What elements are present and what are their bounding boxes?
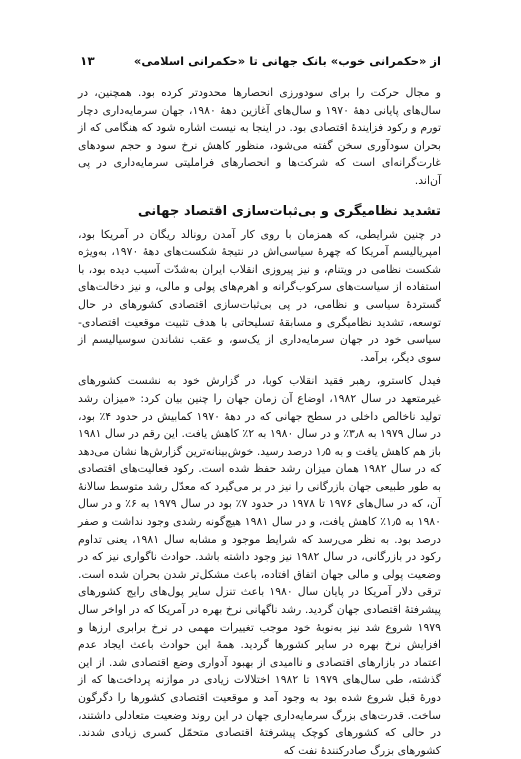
section-heading: تشدید نظامیگری و بی‌ثبات‌سازی اقتصاد جهانی [137, 203, 441, 219]
body-paragraph: در چنین شرایطی، که همزمان با روی کار آمدن رونالد ریگان در آمریکا بود، امپریالیسم آمریکا که چهرهٔ سیاسی‌اش در نتیجهٔ شکست‌های دههٔ ۱۹۷۰، به‌ویژه شکست نظامی در ویتنام، و نیز پیروزی انقلاب ایران به‌شدّت آسیب دیده بود، با استفاده از سیاست‌های سرکوب‌گرانه و اهرم‌های پولی و مالی، و نیز دخالت‌های گستردهٔ سیاسی و نظامی، در پی بی‌ثبات‌سازی اقتصادی کشورهای در حال توسعه، تشدید نظامیگری و مسابقهٔ تسلیحاتی با هدف تثبیت موقعیت اقتصادی-سیاسی خود در جهان سرمایه‌داری از یک‌سو، و عقب نشاندن سوسیالیسم از سوی دیگر، برآمد. [78, 227, 441, 364]
body-paragraph: و مجال حرکت را برای سودورزی انحصارها محدودتر کرده بود. همچنین، در سال‌های پایانی دههٔ ۱۹۷۰ و سال‌های آغازین دههٔ ۱۹۸۰، جهان سرمایه‌داری دچار تورم و رکود فزایندهٔ اقتصادی بود. در اینجا به نیست اشاره شود که هنگامی که از بحران سودآوری سخن گفته می‌شود، منظور کاهش نرخ سود و حجم سودهای غارت‌گرانه‌ای است که شرکت‌ها و انحصارهای فراملیتی سرمایه‌داری در پی آن‌اند. [78, 86, 441, 187]
page-header [80, 50, 441, 72]
body-paragraph: فیدل کاسترو، رهبر فقید انقلاب کوبا، در گزارش خود به نشست کشورهای غیرمتعهد در سال ۱۹۸۲، اوضاع آن زمان جهان را چنین بیان کرد: «میزان رشد تولید ناخالص داخلی در سطح جهانی که در دههٔ ۱۹۷۰ کمابیش در حدود ۴٪ بود، در سال ۱۹۷۹ به ۳٫۸٪ و در سال ۱۹۸۰ به ۲٪ کاهش یافت. این رقم در سال ۱۹۸۱ باز هم کاهش یافت و به ۱٫۵ درصد رسید. خوش‌بینانه‌ترین گزارش‌ها نشان می‌دهد که در سال ۱۹۸۲ همان میزان رشد حفظ شده است. رکود فعالیت‌های اقتصادی به طور طبیعی جهان بازرگانی را نیز در بر می‌گیرد که معدّل رشد متوسط سالانهٔ آن، که در سال‌های ۱۹۷۶ تا ۱۹۷۸ در حدود ۷٪ بود در سال ۱۹۷۹ به ۶٪ و در سال ۱۹۸۰ به ۱٫۵٪ کاهش یافت، و در سال ۱۹۸۱ هیچ‌گونه رشدی وجود نداشت و صفر درصد بود. به نظر می‌رسد که شرایط موجود و مشابه سال ۱۹۸۱، یعنی تداوم رکود در بازرگانی، در سال ۱۹۸۲ نیز وجود داشته باشد. حوادث ناگواری نیز که در وضعیت پولی و مالی جهان اتفاق افتاده، باعث مشکل‌تر شدن بحران شده است. ترقی دلار آمریکا در پایان سال ۱۹۸۰ باعث تنزل سایر پول‌های رایج کشورهای پیشرفتهٔ اقتصادی جهان گردید. رشد ناگهانی نرخ بهره در آمریکا که در اواخر سال ۱۹۷۹ شروع شد نیز به‌نوبهٔ خود موجب تغییرات مهمی در نرخ برابری ارزها و افزایش نرخ بهره در سایر کشورها گردید. همهٔ این حوادث باعث ایجاد عدم اعتماد در بازارهای اقتصادی و ناامیدی از بهبود آدواری وضع اقتصادی شد. از این گذشته، طی سال‌های ۱۹۷۹ تا ۱۹۸۲ اختلالات زیادی در موازنه پرداخت‌ها که از دورهٔ قبل شروع شده بود به وجود آمد و موقعیت اقتصادی کشورها را دگرگون ساخت. قدرت‌های بزرگ سرمایه‌داری جهان در این روند وضعیت متعادلی داشتند، در حالی که کشورهای کوچک پیشرفتهٔ اقتصادی متحمّل کسری زیادی شدند. کشورهای بزرگ صادرکنندهٔ نفت که [78, 374, 442, 757]
page-number: ۱۳ [80, 54, 95, 68]
page-body [78, 84, 441, 759]
running-title: از «حکمرانی خوب» بانک جهانی تا «حکمرانی اسلامی» [133, 54, 441, 68]
